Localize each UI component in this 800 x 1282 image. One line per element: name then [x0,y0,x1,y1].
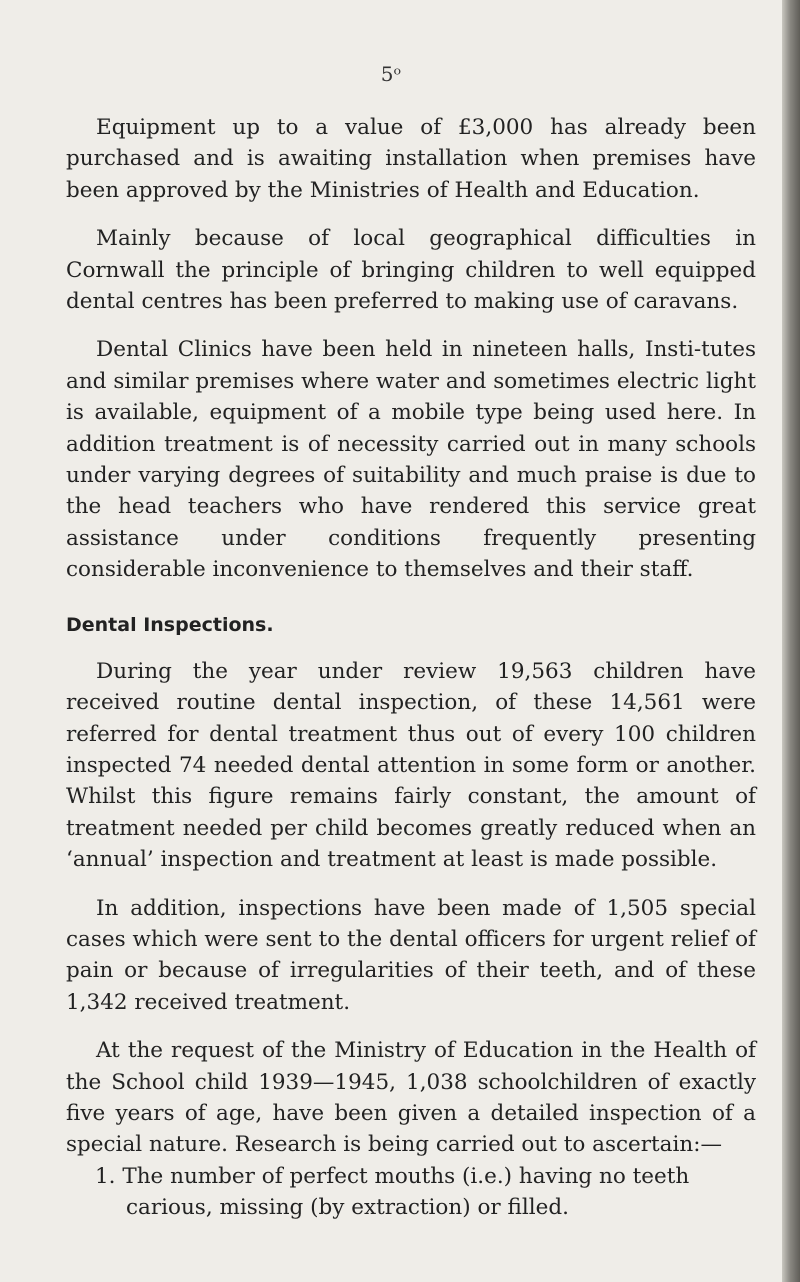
page-number: 5ᵒ [380,62,402,86]
list-item: 1. The number of perfect mouths (i.e.) having no teeth carious, missing (by extraction) or filled. [95,1163,690,1221]
paragraph-routine-inspection: During the year under review 19,563 children have received routine dental inspection, of these 14,561 were referred for dental treatment thus out of every 100 children inspected 74 needed dental attention in some form or another. Whilst this figure remains fairly constant, the amount of treatment needed per child becomes greatly reduced when an ‘annual’ inspection and treatment at least is made possible. [66,658,756,873]
paragraph-dental-clinics: Dental Clinics have been held in nineteen halls, Insti-tutes and similar premises where water and sometimes electric light is available, equipment of a mobile type being used here. In addition treatment is of necessity carried out in many schools under varying degrees of suitability and much praise is due to the head teachers who have rendered this service great assistance under conditions frequently presenting considerable inconvenience to themselves and their staff. [66,337,756,583]
paragraph-equipment: Equipment up to a value of £3,000 has already been purchased and is awaiting installation when premises have been approved by the Ministries of Health and Education. [66,115,756,203]
paragraph-caravans: Mainly because of local geographical difficulties in Cornwall the principle of bringing children to well equipped dental centres has been preferred to making use of caravans. [66,226,756,315]
section-heading-dental-inspections: Dental Inspections. [66,613,274,636]
paragraph-special-cases: In addition, inspections have been made of 1,505 special cases which were sent to the dental officers for urgent relief of pain or because of irregularities of their teeth, and of these 1,342 received treatment. [66,895,756,1015]
page-edge-shadow [782,0,800,1282]
paragraph-ministry-request: At the request of the Ministry of Education in the Health of the School child 1939—1945, 1,038 schoolchildren of exactly five years of age, have been given a detailed inspection of a special nature. Research is being carried out to ascertain:— [66,1038,756,1158]
body-text [66,112,756,1224]
